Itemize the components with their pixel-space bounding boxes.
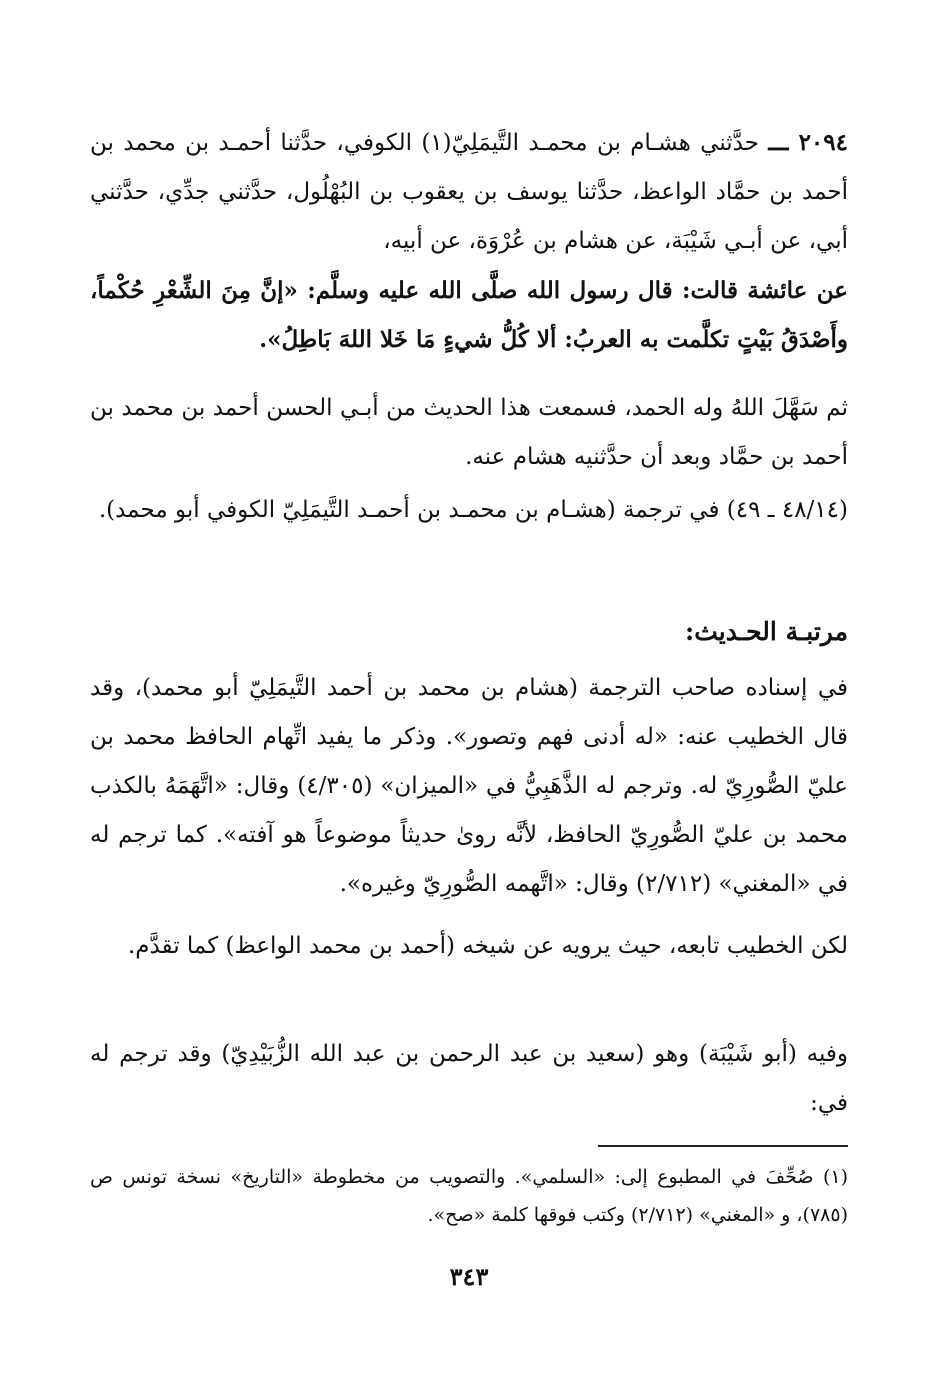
hadith-2094-paragraph	[90, 118, 848, 266]
narrator-paragraph: وفيه (أبو شَيْبَة) وهو (سعيد بن عبد الرحمن بن عبد الله الزُّبَيْدِيّ) وقد ترجم له في:	[90, 1041, 848, 1116]
hadith-text-paragraph: عن عائشة قالت: قال رسول الله صلَّى الله عليه وسلَّم: «إنَّ مِنَ الشِّعْرِ حُكْماً، وأَصْدَقُ بَيْتٍ تكلَّمت به العربُ: ألا كُلُّ شيءٍ مَا خَلا اللهَ بَاطِلُ».	[90, 277, 849, 353]
follow-up-paragraph: لكن الخطيب تابعه، حيث يرويه عن شيخه (أحمد بن محمد الواعظ) كما تقدَّم.	[127, 933, 848, 959]
hadith-number: ٢٠٩٤ ـــ	[768, 129, 848, 156]
hadith-chain-text: حدَّثني هشـام بن محمـد التَّيمَلِيّ(١) الكوفي، حدَّثنا أحمـد بن محمد بن أحمد بن حمَّاد الواعظ، حدَّثنا يوسف بن يعقوب بن البُهْلُول، حدَّثني جدِّي، حدَّثني أبي، عن أبـي شَيْبَة، عن هشام بن عُرْوَة، عن أبيه،	[90, 130, 848, 254]
book-page	[90, 0, 848, 1375]
footnote: (١) صُحِّفَ في المطبوع إلى: «السلمي». والتصويب من مخطوطة «التاريخ» نسخة تونس ص (٧٨٥)، و «المغني» (٢/٧١٢) وكتب فوقها كلمة «صح».	[90, 1166, 848, 1226]
grading-paragraph: في إسناده صاحب الترجمة (هشام بن محمد بن أحمد التَّيمَلِيّ أبو محمد)، وقد قال الخطيب عنه: «له أدنى فهم وتصور». وذكر ما يفيد اتِّهام الحافظ محمد بن عليّ الصُّورِيّ له. وترجم له الذَّهَبِيُّ في «الميزان» (٤/٣٠٥) وقال: «اتَّهَمَهُ بالكذب محمد بن عليّ الصُّورِيّ الحافظ، لأنَّه روىٰ حديثاً موضوعاً هو آفته». كما ترجم له في «المغني» (٢/٧١٢) وقال: «اتَّهمه الصُّورِيّ وغيره».	[90, 675, 848, 897]
section-heading: مرتبـة الحـديث:	[684, 617, 848, 646]
footnote-divider	[598, 1145, 848, 1147]
author-note-paragraph: ثم سَهَّلَ اللهُ وله الحمد، فسمعت هذا الحديث من أبـي الحسن أحمد بن محمد بن أحمد بن حمَّاد وبعد أن حدَّثنيه هشام عنه.	[90, 395, 848, 470]
source-reference-paragraph: (٤٨/١٤ ـ ٤٩) في ترجمة (هشـام بن محمـد بن أحمـد التَّيمَلِيّ الكوفي أبو محمد).	[98, 497, 848, 523]
page-number: ٣٤٣	[449, 1262, 489, 1291]
